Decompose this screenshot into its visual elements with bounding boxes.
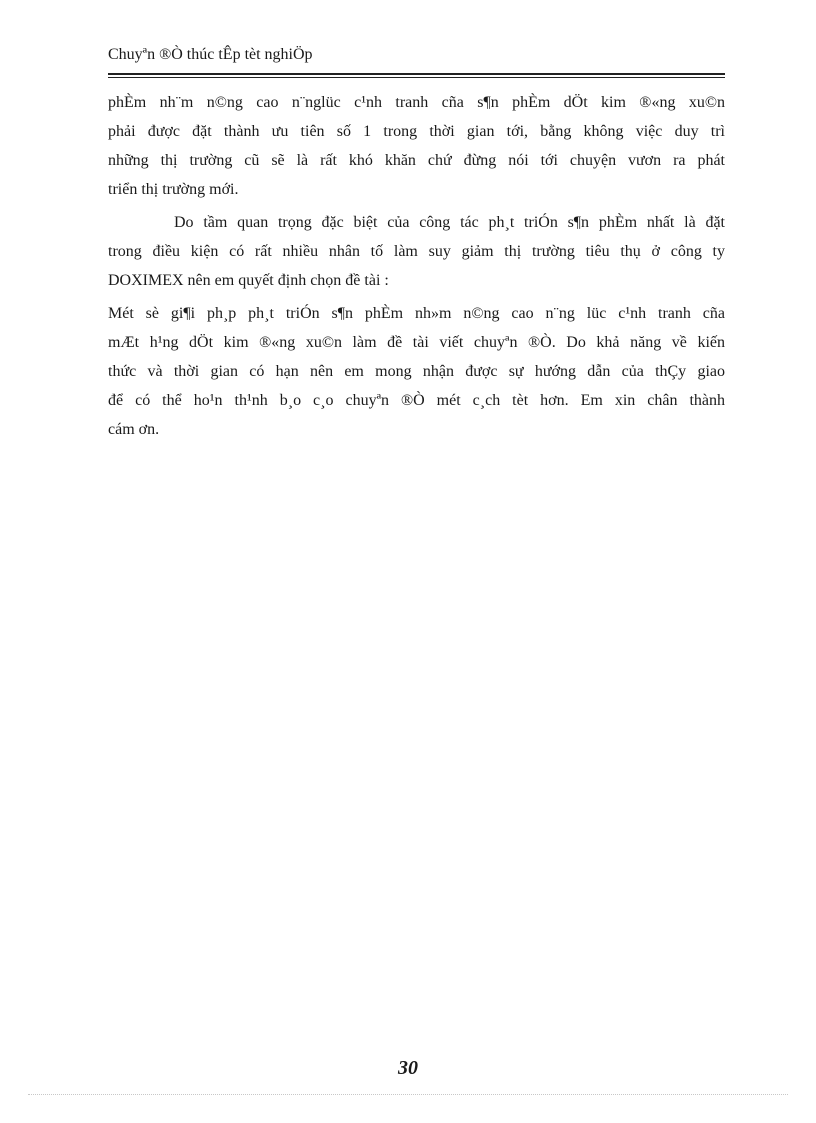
text-line: để có thể ho¹n th¹nh b¸o c¸o chuyªn ®Ò mét c¸ch tèt hơn. Em xin chân thành	[108, 392, 725, 409]
paragraph-3	[108, 299, 725, 444]
page-header-title: Chuyªn ®Ò thúc tÊp tèt nghiÖp	[108, 46, 313, 63]
text-line: phÈm nh¨m n©ng cao n¨nglüc c¹nh tranh cña s¶n phÈm dÖt kim ®«ng xu©n	[108, 94, 725, 111]
paragraph-1	[108, 88, 725, 204]
text-line: Mét sè gi¶i ph¸p ph¸t triÓn s¶n phÈm nh»m n©ng cao n¨ng lüc c¹nh tranh cña	[108, 305, 725, 322]
document-body	[108, 88, 725, 448]
paragraph-2	[108, 208, 725, 295]
text-line: cám ơn.	[108, 421, 160, 438]
footer-dotted-rule	[28, 1094, 788, 1095]
header-rule-thin	[108, 77, 725, 78]
text-line: những thị trường cũ sẽ là rất khó khăn chứ đừng nói tới chuyện vươn ra phát	[108, 152, 725, 169]
text-line: triển thị trường mới.	[108, 181, 239, 198]
text-line: phải được đặt thành ưu tiên số 1 trong thời gian tới, bằng không việc duy trì	[108, 123, 725, 140]
header-rule-thick	[108, 73, 725, 75]
text-line: Do tầm quan trọng đặc biệt của công tác ph¸t triÓn s¶n phÈm nhất là đặt	[174, 214, 725, 231]
text-line: mÆt h¹ng dÖt kim ®«ng xu©n làm đề tài viết chuyªn ®Ò. Do khả năng về kiến	[108, 334, 725, 351]
text-line: DOXIMEX nên em quyết định chọn đề tài :	[108, 272, 389, 289]
text-line: trong điều kiện có rất nhiều nhân tố làm suy giảm thị trường tiêu thụ ở công ty	[108, 243, 725, 260]
text-line: thức và thời gian có hạn nên em mong nhận được sự hướng dẫn của thÇy giao	[108, 363, 725, 380]
page-number: 30	[398, 1057, 418, 1079]
